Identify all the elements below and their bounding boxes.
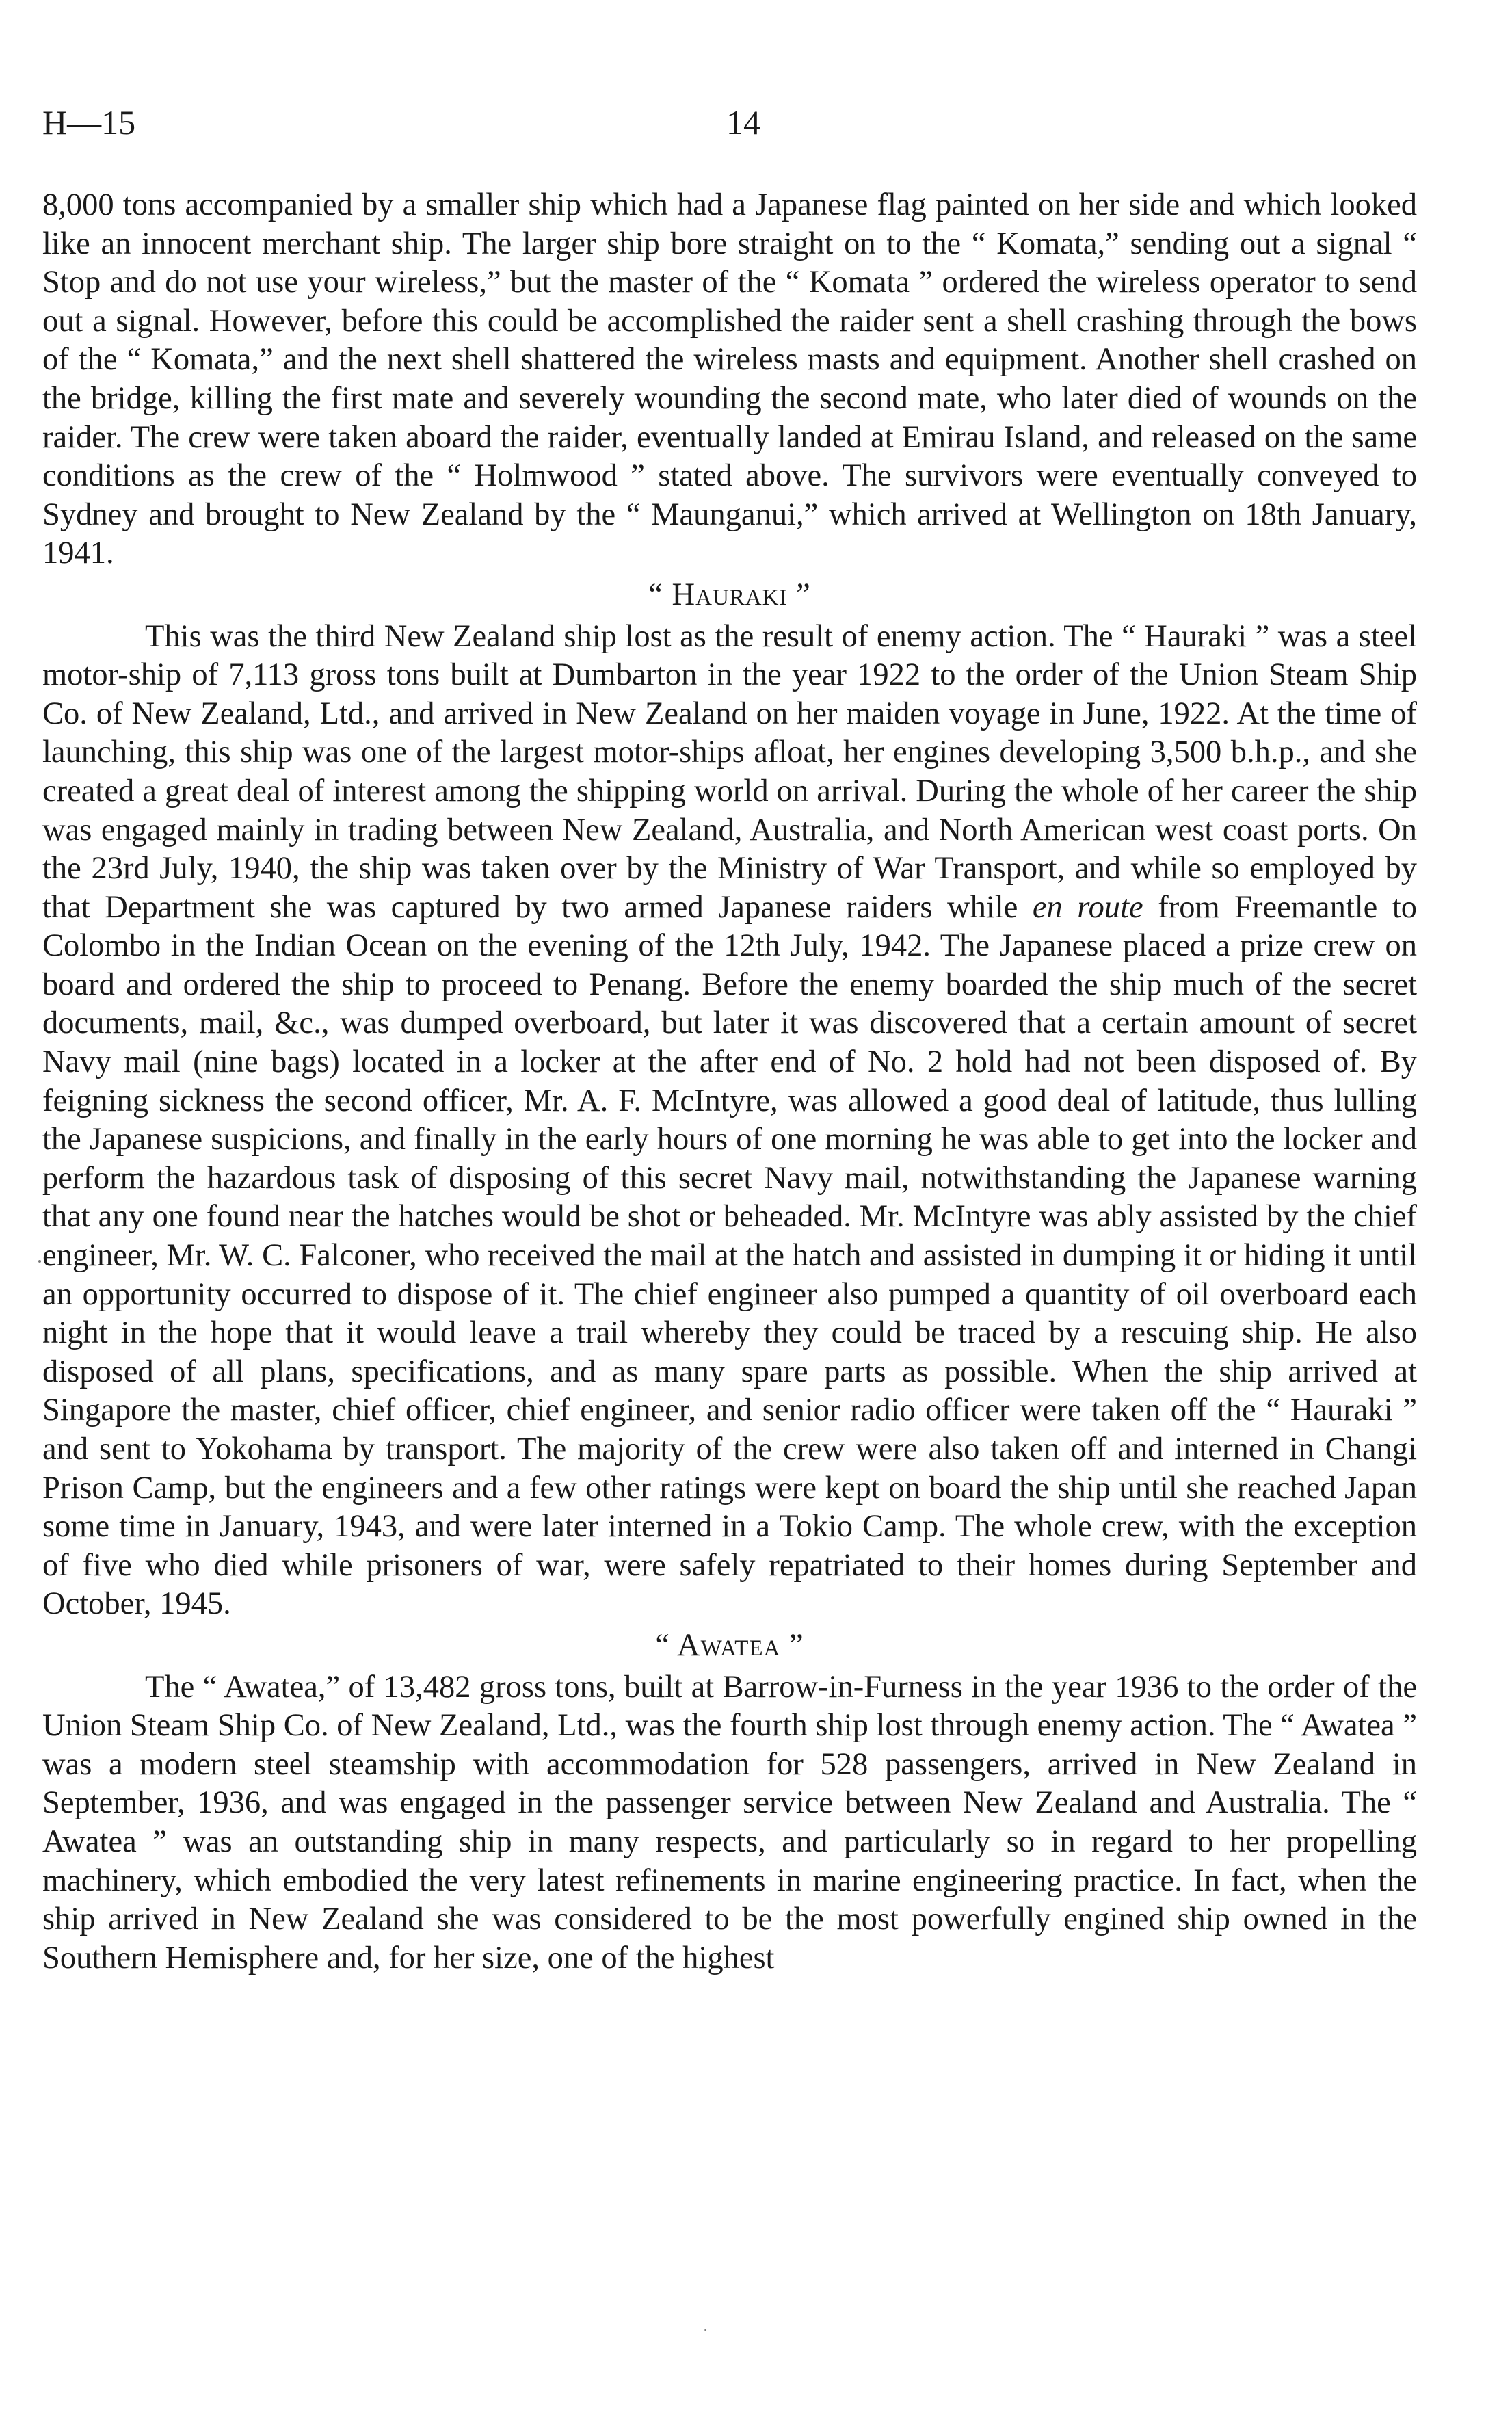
hauraki-paragraph [42, 618, 1417, 1624]
margin-speck [38, 1260, 41, 1263]
bottom-speck [704, 2329, 706, 2331]
komata-continued-paragraph: 8,000 tons accompanied by a smaller ship which had a Japanese flag painted on her side and which looked like an innocent merchant ship. The larger ship bore straight on to the “ Komata,” sending out a signal “ Stop and do not use your wireless,” but the master of the “ Komata ” ordered the wireless operator to send out a signal. However, before this could be accomplished the raider sent a shell crashing through the bows of the “ Komata,” and the next shell shattered the wireless masts and equipment. Another shell crashed on the bridge, killing the first mate and severely wounding the second mate, who later died of wounds on the raider. The crew were taken aboard the raider, eventually landed at Emirau Island, and released on the same conditions as the crew of the “ Holmwood ” stated above. The survivors were eventually conveyed to Sydney and brought to New Zealand by the “ Maunganui,” which arrived at Wellington on 18th January, 1941. [42, 187, 1417, 571]
awatea-paragraph: The “ Awatea,” of 13,482 gross tons, built at Barrow-in-Furness in the year 1936 to the order of the Union Steam Ship Co. of New Zealand, Ltd., was the fourth ship lost through enemy action. The “ Awatea ” was a modern steel steamship with accommodation for 528 passengers, arrived in New Zealand in September, 1936, and was engaged in the passenger service between New Zealand and Australia. The “ Awatea ” was an outstanding ship in many respects, and particularly so in regard to her propelling machinery, which embodied the very latest refinements in marine engineering practice. In fact, when the ship arrived in New Zealand she was considered to be the most powerfully engined ship owned in the Southern Hemisphere and, for her size, one of the highest [42, 1669, 1417, 1975]
hauraki-text-part2: from Freemantle to Colombo in the Indian Ocean on the evening of the 12th July, 1942. The Japanese placed a prize crew on board and ordered the ship to proceed to Penang. Before the enemy boarded the ship much of the secret documents, mail, &c., was dumped overboard, but later it was discovered that a certain amount of secret Navy mail (nine bags) located in a locker at the after end of No. 2 hold had not been disposed of. By feigning sickness the second officer, Mr. A. F. McIntyre, was allowed a good deal of latitude, thus lulling the Japanese suspicions, and finally in the early hours of one morning he was able to get into the locker and perform the hazardous task of disposing of this secret Navy mail, notwithstanding the Japanese warning that any one found near the hatches would be shot or beheaded. Mr. McIntyre was ably assisted by the chief engineer, Mr. W. C. Falconer, who received the mail at the hatch and assisted in dumping it or hiding it until an opportunity occurred to dispose of it. The chief engineer also pumped a quantity of oil overboard each night in the hope that it would leave a trail whereby they could be traced by a rescuing ship. He also disposed of all plans, specifications, and as many spare parts as possible. When the ship arrived at Singapore the master, chief officer, chief engineer, and senior radio officer were taken off the “ Hauraki ” and sent to Yokohama by transport. The majority of the crew were also taken off and interned in Changi Prison Camp, but the engineers and a few other ratings were kept on board the ship until she reached Japan some time in January, 1943, and were later interned in a Tokio Camp. The whole crew, with the exception of five who died while prisoners of war, were safely repatriated to their homes during September and October, 1945. [42, 889, 1417, 1622]
hauraki-heading: “ Hauraki ” [648, 577, 811, 612]
hauraki-text-part1: This was the third New Zealand ship lost as the result of enemy action. The “ Hauraki ” was a steel motor-ship of 7,113 gross tons built at Dumbarton in the year 1922 to the order of the Union Steam Ship Co. of New Zealand, Ltd., and arrived in New Zealand on her maiden voyage in June, 1922. At the time of launching, this ship was one of the largest motor-ships afloat, her engines developing 3,500 b.h.p., and she created a great deal of interest among the shipping world on arrival. During the whole of her career the ship was engaged mainly in trading between New Zealand, Australia, and North American west coast ports. On the 23rd July, 1940, the ship was taken over by the Ministry of War Transport, and while so employed by that Department she was captured by two armed Japanese raiders while [42, 618, 1417, 925]
page-number: 14 [726, 103, 760, 142]
hauraki-en-route: en route [1032, 889, 1143, 925]
page-header [42, 103, 1417, 150]
document-reference: H—15 [42, 103, 136, 142]
awatea-heading: “ Awatea ” [655, 1627, 804, 1663]
page-body [42, 186, 1417, 1977]
